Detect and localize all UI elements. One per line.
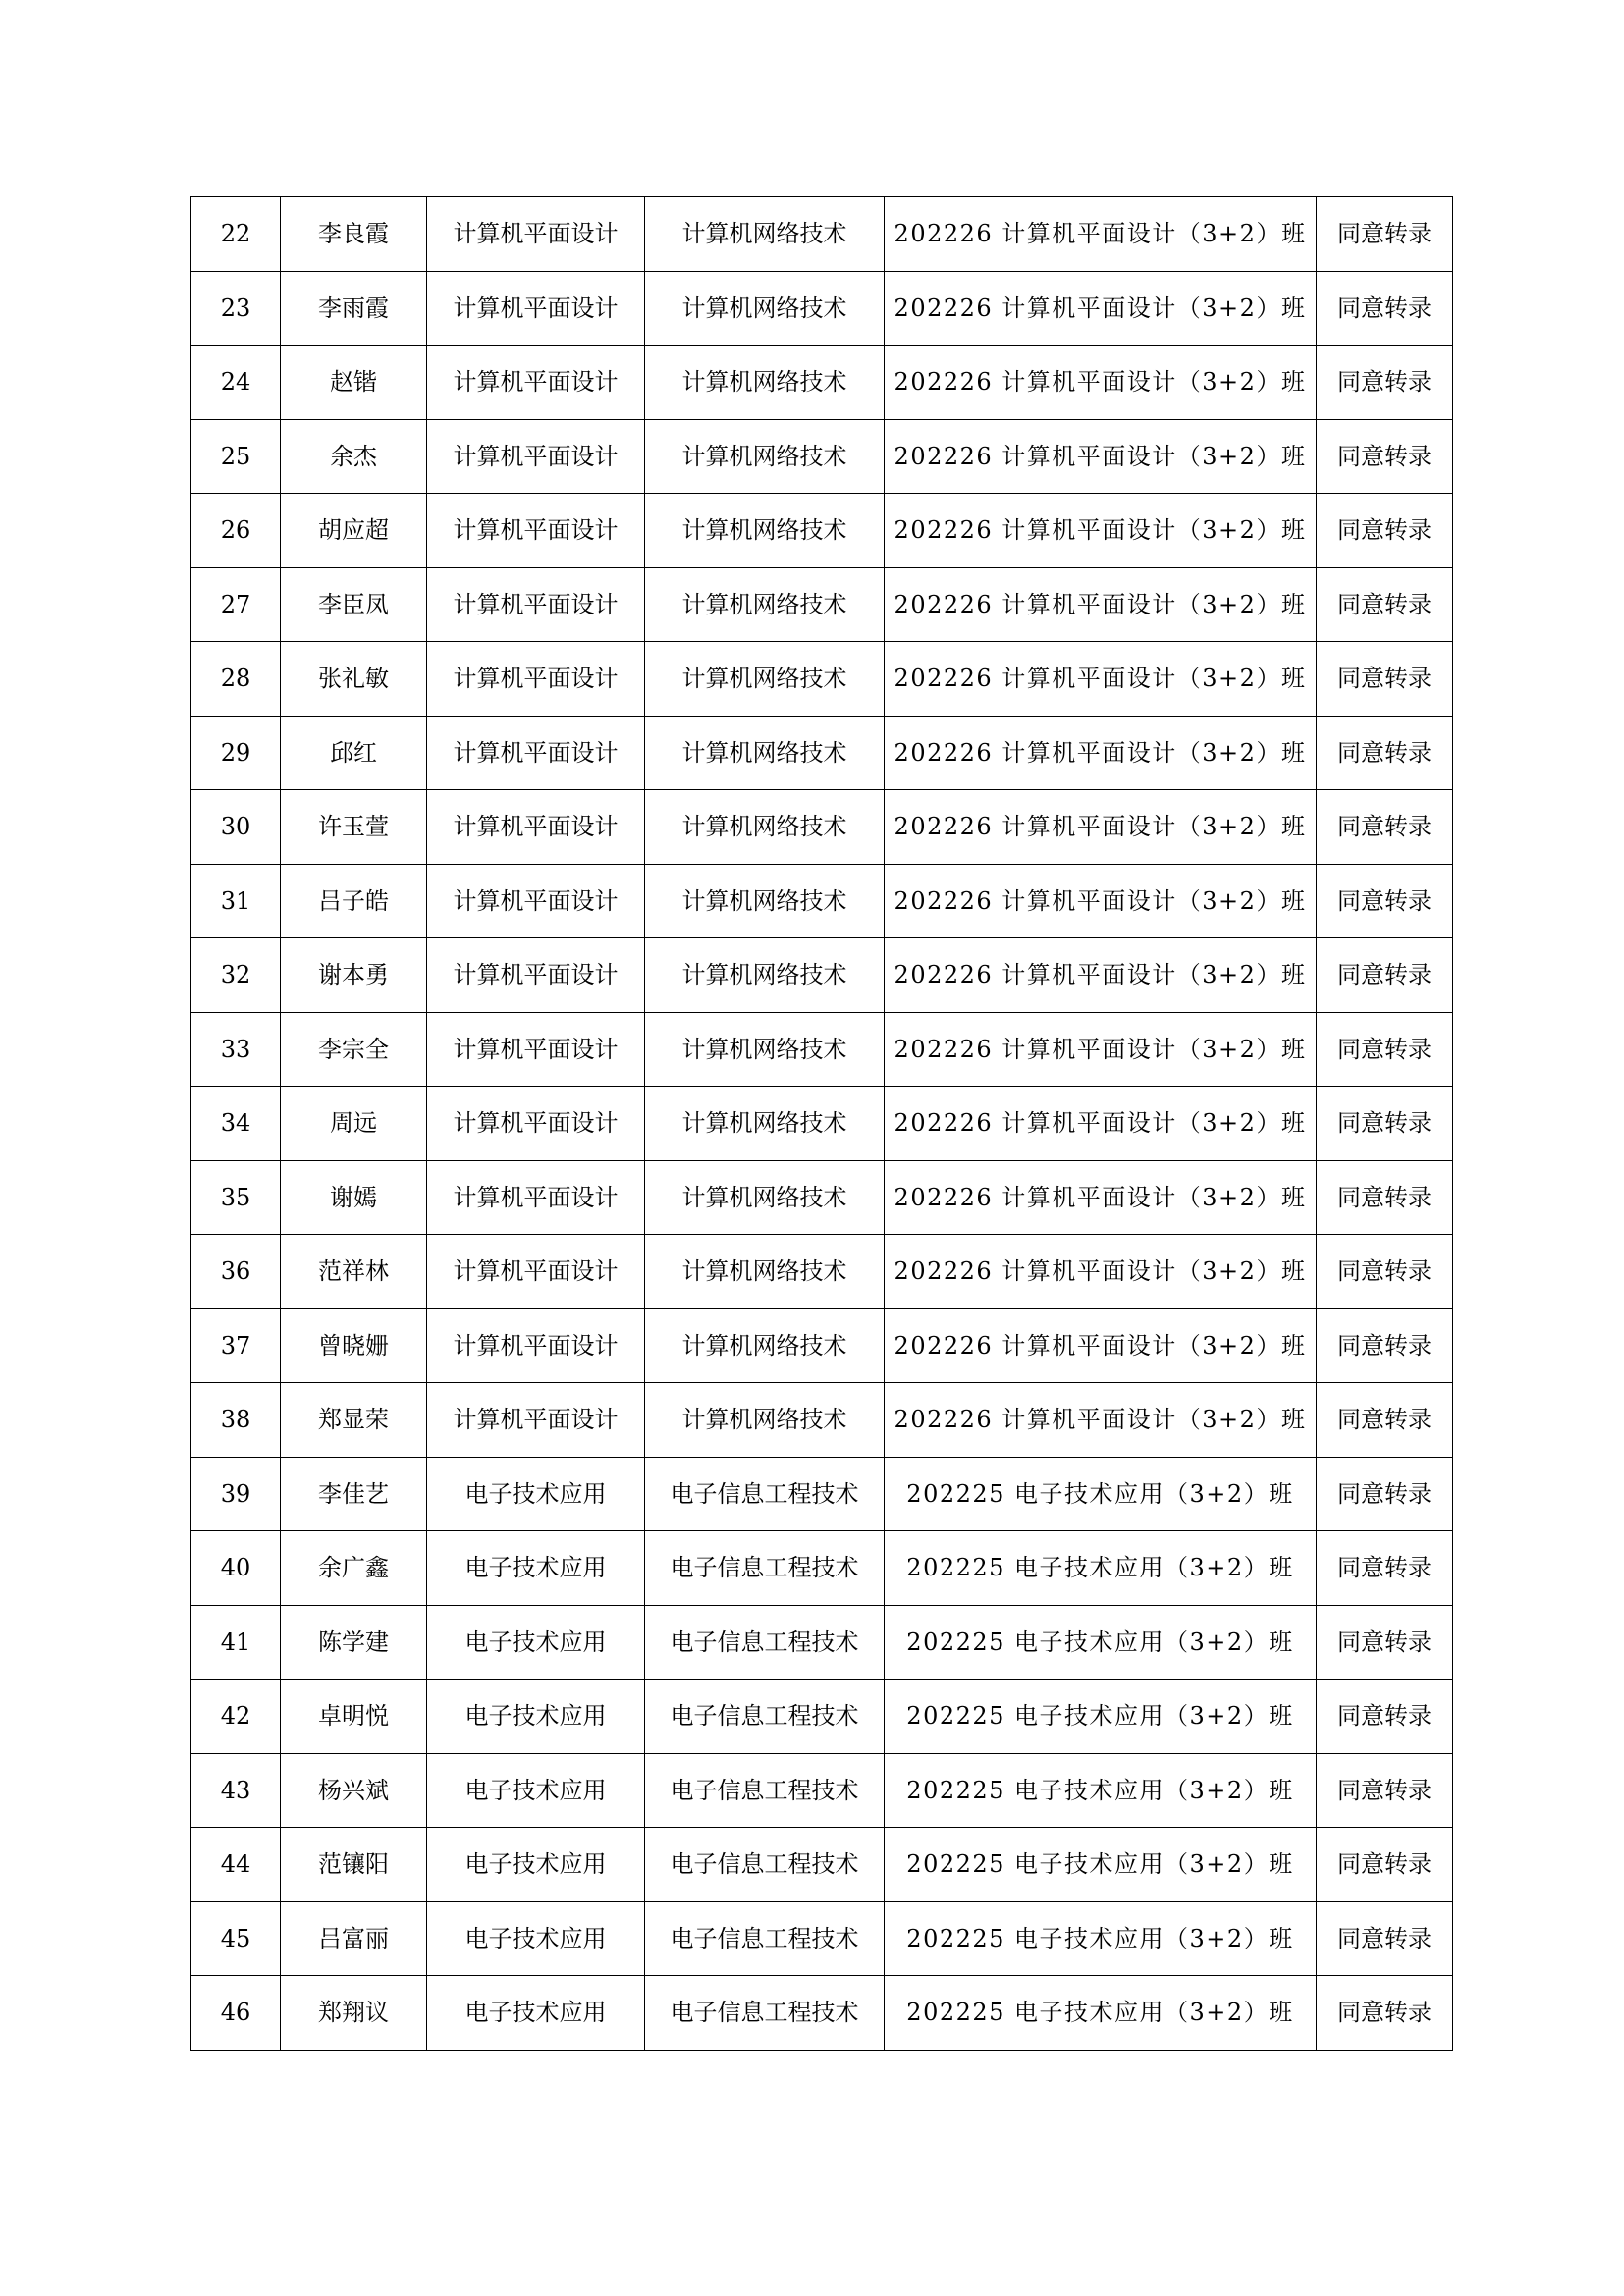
original-major-cell: 计算机平面设计 (427, 716, 645, 790)
target-major-cell: 电子信息工程技术 (645, 1531, 885, 1606)
table-row (191, 1828, 1453, 1902)
table-row (191, 642, 1453, 717)
table-row (191, 494, 1453, 568)
table-row (191, 1680, 1453, 1754)
original-major-cell: 计算机平面设计 (427, 567, 645, 642)
class-cell: 202225 电子技术应用（3+2）班 (885, 1605, 1317, 1680)
original-major-cell: 计算机平面设计 (427, 419, 645, 494)
table-row (191, 1753, 1453, 1828)
result-cell: 同意转录 (1317, 1308, 1453, 1383)
original-major-cell: 计算机平面设计 (427, 938, 645, 1013)
table-row (191, 346, 1453, 420)
row-number-cell: 28 (191, 642, 281, 717)
result-cell: 同意转录 (1317, 938, 1453, 1013)
original-major-cell: 计算机平面设计 (427, 1012, 645, 1087)
original-major-cell: 计算机平面设计 (427, 271, 645, 346)
target-major-cell: 计算机网络技术 (645, 271, 885, 346)
class-cell: 202225 电子技术应用（3+2）班 (885, 1531, 1317, 1606)
result-cell: 同意转录 (1317, 1012, 1453, 1087)
table-row (191, 1087, 1453, 1161)
table-row (191, 716, 1453, 790)
result-cell: 同意转录 (1317, 1160, 1453, 1235)
class-cell: 202226 计算机平面设计（3+2）班 (885, 1308, 1317, 1383)
row-number-cell: 44 (191, 1828, 281, 1902)
target-major-cell: 计算机网络技术 (645, 1160, 885, 1235)
row-number-cell: 23 (191, 271, 281, 346)
class-cell: 202226 计算机平面设计（3+2）班 (885, 271, 1317, 346)
target-major-cell: 计算机网络技术 (645, 1308, 885, 1383)
class-cell: 202225 电子技术应用（3+2）班 (885, 1680, 1317, 1754)
row-number-cell: 46 (191, 1976, 281, 2051)
row-number-cell: 25 (191, 419, 281, 494)
student-name-cell: 胡应超 (281, 494, 427, 568)
student-name-cell: 吕子皓 (281, 864, 427, 938)
original-major-cell: 电子技术应用 (427, 1753, 645, 1828)
row-number-cell: 42 (191, 1680, 281, 1754)
student-name-cell: 谢嫣 (281, 1160, 427, 1235)
student-name-cell: 余广鑫 (281, 1531, 427, 1606)
table-row (191, 1308, 1453, 1383)
class-cell: 202226 计算机平面设计（3+2）班 (885, 197, 1317, 272)
result-cell: 同意转录 (1317, 1753, 1453, 1828)
original-major-cell: 计算机平面设计 (427, 1383, 645, 1458)
student-name-cell: 郑显荣 (281, 1383, 427, 1458)
class-cell: 202226 计算机平面设计（3+2）班 (885, 642, 1317, 717)
result-cell: 同意转录 (1317, 1901, 1453, 1976)
table-row (191, 567, 1453, 642)
original-major-cell: 计算机平面设计 (427, 1087, 645, 1161)
student-name-cell: 张礼敏 (281, 642, 427, 717)
class-cell: 202225 电子技术应用（3+2）班 (885, 1457, 1317, 1531)
student-name-cell: 卓明悦 (281, 1680, 427, 1754)
target-major-cell: 电子信息工程技术 (645, 1680, 885, 1754)
result-cell: 同意转录 (1317, 1828, 1453, 1902)
result-cell: 同意转录 (1317, 494, 1453, 568)
class-cell: 202226 计算机平面设计（3+2）班 (885, 419, 1317, 494)
result-cell: 同意转录 (1317, 864, 1453, 938)
table-row (191, 1901, 1453, 1976)
target-major-cell: 电子信息工程技术 (645, 1753, 885, 1828)
row-number-cell: 45 (191, 1901, 281, 1976)
student-name-cell: 杨兴斌 (281, 1753, 427, 1828)
result-cell: 同意转录 (1317, 197, 1453, 272)
row-number-cell: 34 (191, 1087, 281, 1161)
target-major-cell: 计算机网络技术 (645, 1235, 885, 1309)
result-cell: 同意转录 (1317, 1383, 1453, 1458)
class-cell: 202226 计算机平面设计（3+2）班 (885, 567, 1317, 642)
target-major-cell: 计算机网络技术 (645, 197, 885, 272)
target-major-cell: 计算机网络技术 (645, 1012, 885, 1087)
original-major-cell: 计算机平面设计 (427, 197, 645, 272)
table-body (191, 197, 1453, 2051)
result-cell: 同意转录 (1317, 1976, 1453, 2051)
target-major-cell: 电子信息工程技术 (645, 1901, 885, 1976)
result-cell: 同意转录 (1317, 1680, 1453, 1754)
original-major-cell: 计算机平面设计 (427, 1235, 645, 1309)
student-name-cell: 郑翔议 (281, 1976, 427, 2051)
row-number-cell: 37 (191, 1308, 281, 1383)
original-major-cell: 计算机平面设计 (427, 864, 645, 938)
original-major-cell: 计算机平面设计 (427, 790, 645, 865)
row-number-cell: 39 (191, 1457, 281, 1531)
class-cell: 202225 电子技术应用（3+2）班 (885, 1828, 1317, 1902)
original-major-cell: 电子技术应用 (427, 1901, 645, 1976)
class-cell: 202226 计算机平面设计（3+2）班 (885, 790, 1317, 865)
table-row (191, 1383, 1453, 1458)
class-cell: 202226 计算机平面设计（3+2）班 (885, 864, 1317, 938)
result-cell: 同意转录 (1317, 642, 1453, 717)
row-number-cell: 35 (191, 1160, 281, 1235)
original-major-cell: 电子技术应用 (427, 1605, 645, 1680)
row-number-cell: 24 (191, 346, 281, 420)
result-cell: 同意转录 (1317, 567, 1453, 642)
student-name-cell: 吕富丽 (281, 1901, 427, 1976)
target-major-cell: 计算机网络技术 (645, 642, 885, 717)
original-major-cell: 电子技术应用 (427, 1531, 645, 1606)
target-major-cell: 计算机网络技术 (645, 567, 885, 642)
class-cell: 202226 计算机平面设计（3+2）班 (885, 1383, 1317, 1458)
transfer-table (190, 196, 1453, 2051)
class-cell: 202225 电子技术应用（3+2）班 (885, 1901, 1317, 1976)
result-cell: 同意转录 (1317, 1605, 1453, 1680)
result-cell: 同意转录 (1317, 790, 1453, 865)
class-cell: 202225 电子技术应用（3+2）班 (885, 1753, 1317, 1828)
table-row (191, 197, 1453, 272)
row-number-cell: 41 (191, 1605, 281, 1680)
row-number-cell: 40 (191, 1531, 281, 1606)
table-row (191, 864, 1453, 938)
table-row (191, 1160, 1453, 1235)
target-major-cell: 计算机网络技术 (645, 790, 885, 865)
class-cell: 202226 计算机平面设计（3+2）班 (885, 1087, 1317, 1161)
student-name-cell: 周远 (281, 1087, 427, 1161)
class-cell: 202225 电子技术应用（3+2）班 (885, 1976, 1317, 2051)
student-name-cell: 李宗全 (281, 1012, 427, 1087)
student-name-cell: 许玉萱 (281, 790, 427, 865)
result-cell: 同意转录 (1317, 716, 1453, 790)
student-name-cell: 李雨霞 (281, 271, 427, 346)
original-major-cell: 计算机平面设计 (427, 642, 645, 717)
row-number-cell: 22 (191, 197, 281, 272)
row-number-cell: 33 (191, 1012, 281, 1087)
result-cell: 同意转录 (1317, 346, 1453, 420)
target-major-cell: 计算机网络技术 (645, 346, 885, 420)
table-row (191, 1531, 1453, 1606)
row-number-cell: 26 (191, 494, 281, 568)
row-number-cell: 32 (191, 938, 281, 1013)
class-cell: 202226 计算机平面设计（3+2）班 (885, 346, 1317, 420)
row-number-cell: 31 (191, 864, 281, 938)
target-major-cell: 电子信息工程技术 (645, 1605, 885, 1680)
table-row (191, 938, 1453, 1013)
class-cell: 202226 计算机平面设计（3+2）班 (885, 494, 1317, 568)
result-cell: 同意转录 (1317, 1087, 1453, 1161)
transfer-table-container (190, 196, 1452, 2051)
row-number-cell: 43 (191, 1753, 281, 1828)
row-number-cell: 36 (191, 1235, 281, 1309)
result-cell: 同意转录 (1317, 1235, 1453, 1309)
table-row (191, 1235, 1453, 1309)
target-major-cell: 计算机网络技术 (645, 938, 885, 1013)
student-name-cell: 谢本勇 (281, 938, 427, 1013)
result-cell: 同意转录 (1317, 419, 1453, 494)
target-major-cell: 电子信息工程技术 (645, 1828, 885, 1902)
row-number-cell: 30 (191, 790, 281, 865)
target-major-cell: 电子信息工程技术 (645, 1457, 885, 1531)
student-name-cell: 范镶阳 (281, 1828, 427, 1902)
table-row (191, 1457, 1453, 1531)
target-major-cell: 计算机网络技术 (645, 1383, 885, 1458)
student-name-cell: 赵锴 (281, 346, 427, 420)
table-row (191, 1605, 1453, 1680)
target-major-cell: 计算机网络技术 (645, 419, 885, 494)
table-row (191, 1976, 1453, 2051)
target-major-cell: 计算机网络技术 (645, 864, 885, 938)
student-name-cell: 邱红 (281, 716, 427, 790)
row-number-cell: 27 (191, 567, 281, 642)
target-major-cell: 计算机网络技术 (645, 1087, 885, 1161)
row-number-cell: 38 (191, 1383, 281, 1458)
student-name-cell: 李良霞 (281, 197, 427, 272)
original-major-cell: 计算机平面设计 (427, 1160, 645, 1235)
student-name-cell: 李臣凤 (281, 567, 427, 642)
class-cell: 202226 计算机平面设计（3+2）班 (885, 716, 1317, 790)
class-cell: 202226 计算机平面设计（3+2）班 (885, 938, 1317, 1013)
student-name-cell: 范祥林 (281, 1235, 427, 1309)
original-major-cell: 电子技术应用 (427, 1828, 645, 1902)
original-major-cell: 电子技术应用 (427, 1976, 645, 2051)
row-number-cell: 29 (191, 716, 281, 790)
target-major-cell: 计算机网络技术 (645, 494, 885, 568)
table-row (191, 790, 1453, 865)
student-name-cell: 余杰 (281, 419, 427, 494)
class-cell: 202226 计算机平面设计（3+2）班 (885, 1012, 1317, 1087)
student-name-cell: 陈学建 (281, 1605, 427, 1680)
class-cell: 202226 计算机平面设计（3+2）班 (885, 1235, 1317, 1309)
student-name-cell: 李佳艺 (281, 1457, 427, 1531)
original-major-cell: 计算机平面设计 (427, 346, 645, 420)
original-major-cell: 电子技术应用 (427, 1680, 645, 1754)
result-cell: 同意转录 (1317, 271, 1453, 346)
table-row (191, 419, 1453, 494)
target-major-cell: 电子信息工程技术 (645, 1976, 885, 2051)
table-row (191, 1012, 1453, 1087)
target-major-cell: 计算机网络技术 (645, 716, 885, 790)
table-row (191, 271, 1453, 346)
result-cell: 同意转录 (1317, 1531, 1453, 1606)
class-cell: 202226 计算机平面设计（3+2）班 (885, 1160, 1317, 1235)
student-name-cell: 曾晓姗 (281, 1308, 427, 1383)
original-major-cell: 计算机平面设计 (427, 494, 645, 568)
result-cell: 同意转录 (1317, 1457, 1453, 1531)
original-major-cell: 电子技术应用 (427, 1457, 645, 1531)
original-major-cell: 计算机平面设计 (427, 1308, 645, 1383)
